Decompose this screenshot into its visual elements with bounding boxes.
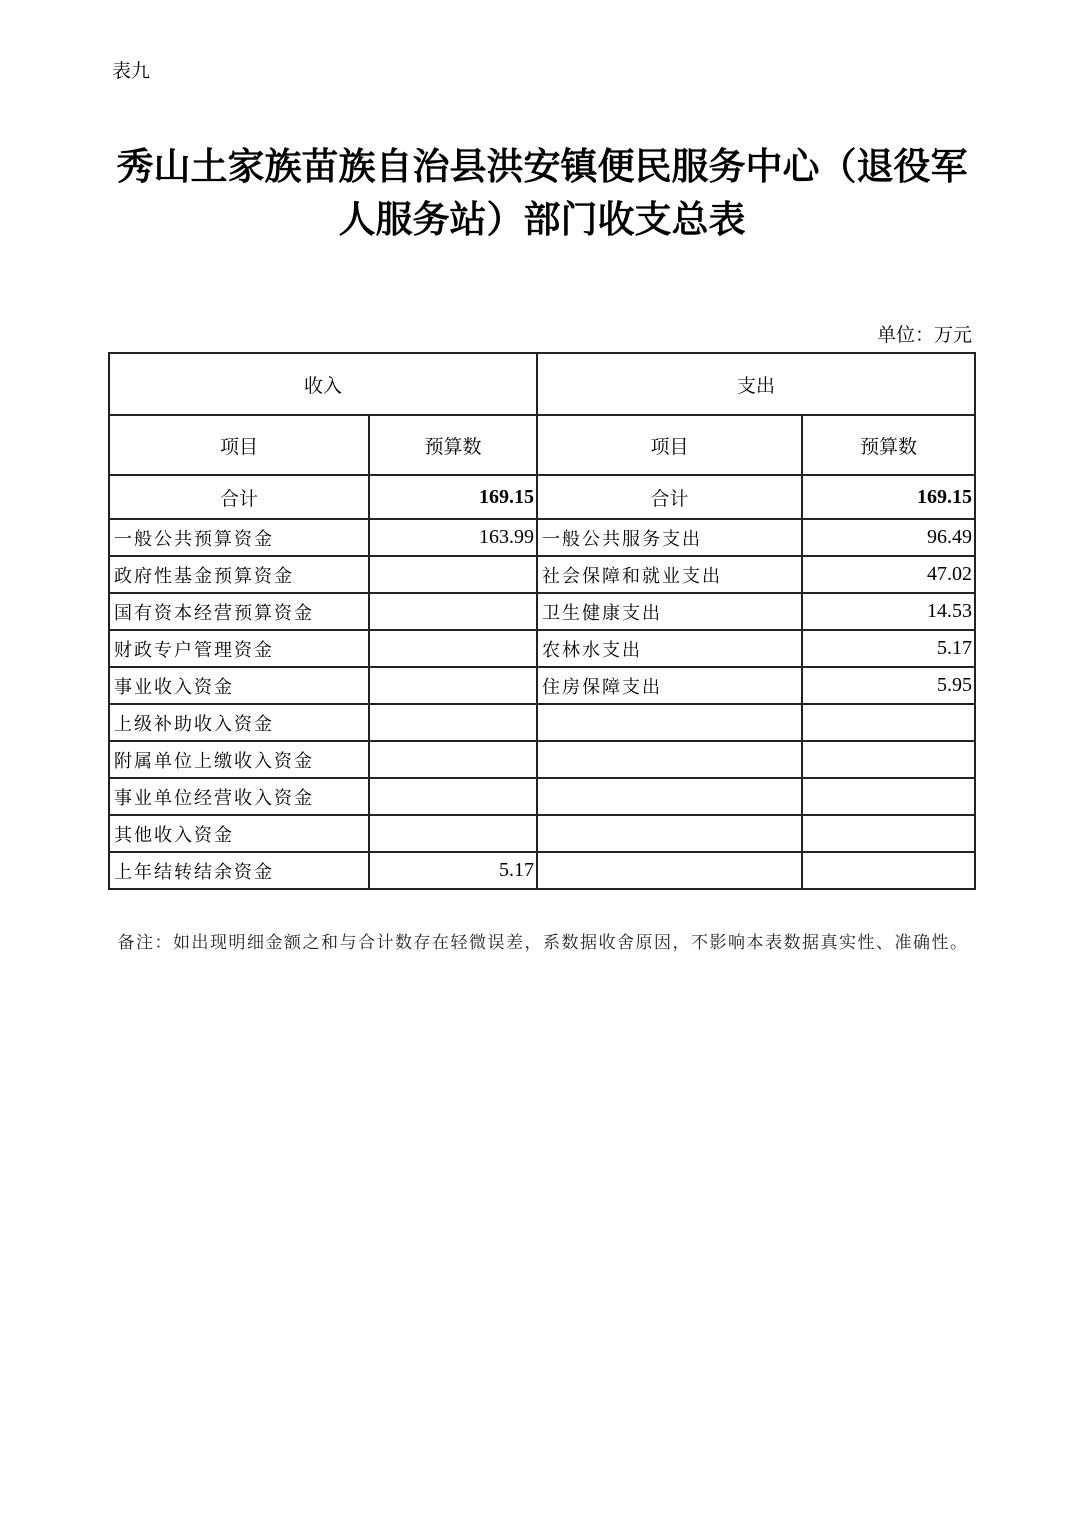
expense-value-cell: 5.17 (802, 630, 975, 667)
expense-value-cell: 14.53 (802, 593, 975, 630)
income-value-cell (369, 741, 537, 778)
income-value-cell (369, 667, 537, 704)
expense-value-cell (802, 815, 975, 852)
income-item-cell: 上级补助收入资金 (109, 704, 369, 741)
income-item-cell: 其他收入资金 (109, 815, 369, 852)
expense-item-cell (537, 704, 802, 741)
total-expense-value: 169.15 (802, 475, 975, 519)
footnote: 备注：如出现明细金额之和与合计数存在轻微误差，系数据收舍原因，不影响本表数据真实性、准确性。 (117, 933, 969, 953)
expense-item-cell: 农林水支出 (537, 630, 802, 667)
expense-value-cell (802, 778, 975, 815)
total-row (109, 475, 975, 519)
income-expense-table (108, 352, 976, 890)
expense-item-cell (537, 852, 802, 889)
table-row (109, 519, 975, 556)
expense-item-cell (537, 815, 802, 852)
table-row (109, 852, 975, 889)
table-row (109, 556, 975, 593)
income-item-cell: 上年结转结余资金 (109, 852, 369, 889)
income-value-cell (369, 556, 537, 593)
col-header-income-budget: 预算数 (369, 415, 537, 475)
income-item-cell: 国有资本经营预算资金 (109, 593, 369, 630)
expense-item-cell (537, 741, 802, 778)
income-value-cell (369, 704, 537, 741)
income-item-cell: 事业单位经营收入资金 (109, 778, 369, 815)
expense-value-cell (802, 741, 975, 778)
income-value-cell (369, 593, 537, 630)
income-item-cell: 事业收入资金 (109, 667, 369, 704)
col-header-expense-item: 项目 (537, 415, 802, 475)
expense-header: 支出 (537, 353, 975, 415)
expense-value-cell (802, 704, 975, 741)
table-row (109, 593, 975, 630)
expense-item-cell: 社会保障和就业支出 (537, 556, 802, 593)
table-row (109, 630, 975, 667)
income-value-cell (369, 778, 537, 815)
col-header-expense-budget: 预算数 (802, 415, 975, 475)
table-row (109, 704, 975, 741)
table-number-label: 表九 (112, 60, 151, 82)
income-value-cell: 5.17 (369, 852, 537, 889)
income-value-cell (369, 630, 537, 667)
expense-value-cell (802, 852, 975, 889)
income-item-cell: 一般公共预算资金 (109, 519, 369, 556)
total-income-label: 合计 (109, 475, 369, 519)
col-header-income-item: 项目 (109, 415, 369, 475)
expense-item-cell (537, 778, 802, 815)
income-value-cell (369, 815, 537, 852)
expense-value-cell: 96.49 (802, 519, 975, 556)
expense-item-cell: 一般公共服务支出 (537, 519, 802, 556)
expense-item-cell: 住房保障支出 (537, 667, 802, 704)
expense-value-cell: 47.02 (802, 556, 975, 593)
unit-label: 单位：万元 (876, 324, 972, 346)
table-row (109, 778, 975, 815)
income-item-cell: 政府性基金预算资金 (109, 556, 369, 593)
expense-value-cell: 5.95 (802, 667, 975, 704)
page-title: 秀山土家族苗族自治县洪安镇便民服务中心（退役军人服务站）部门收支总表 (116, 144, 968, 241)
income-item-cell: 附属单位上缴收入资金 (109, 741, 369, 778)
income-item-cell: 财政专户管理资金 (109, 630, 369, 667)
total-expense-label: 合计 (537, 475, 802, 519)
total-income-value: 169.15 (369, 475, 537, 519)
income-value-cell: 163.99 (369, 519, 537, 556)
table-row (109, 741, 975, 778)
expense-item-cell: 卫生健康支出 (537, 593, 802, 630)
income-header: 收入 (109, 353, 537, 415)
table-row (109, 667, 975, 704)
table-row (109, 815, 975, 852)
